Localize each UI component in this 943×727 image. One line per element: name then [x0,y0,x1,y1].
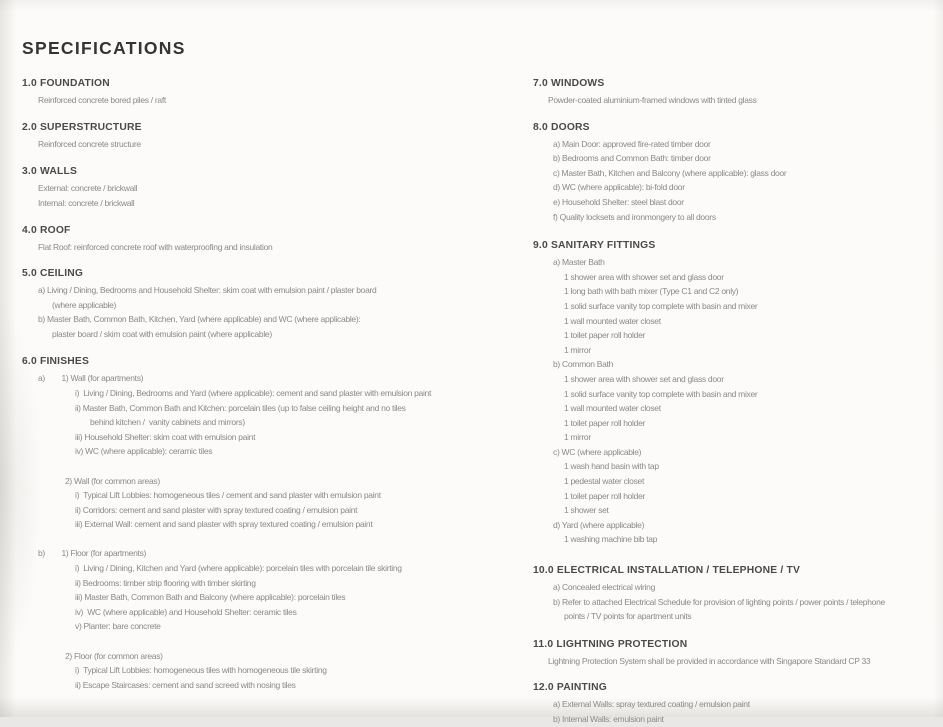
spec-line: Reinforced concrete bored piles / raft [38,95,166,105]
spec-line: v) Planter: bare concrete [75,621,161,632]
spec-line: 1 solid surface vanity top complete with basin and mixer [564,300,758,311]
right-column [533,70,937,727]
spec-line: ii) Corridors: cement and sand plaster with spray textured coating / emulsion paint [75,504,358,515]
spec-line: iv) WC (where applicable): ceramic tiles [75,446,213,457]
section-heading: 4.0 ROOF [22,225,71,237]
section-heading: 5.0 CEILING [22,267,84,279]
spec-line: External: concrete / brickwall [38,183,138,194]
spec-line: Powder-coated aluminium-framed windows with tinted glass [548,95,757,105]
spec-line: 1 long bath with bath mixer (Type C1 and C2 only) [564,286,739,297]
section-heading: 9.0 SANITARY FITTINGS [533,240,656,252]
spec-line: d) WC (where applicable): bi-fold door [553,182,685,193]
spec-section [533,77,937,108]
spec-line: a) Concealed electrical wiring [553,582,656,593]
spec-line: c) Master Bath, Kitchen and Balcony (where applicable): glass door [553,167,787,178]
spec-line: 1 washing machine bib tap [564,534,658,545]
spec-line: a) Main Door: approved fire-rated timber door [553,138,711,149]
spacer-line [22,634,522,649]
spec-section [22,121,522,152]
spec-line: 1 toilet paper roll holder [564,417,646,428]
spec-line: iii) Master Bath, Common Bath and Balcony (where applicable): porcelain tiles [75,592,346,603]
spec-section [22,355,522,692]
spec-line: 1 shower area with shower set and glass door [564,373,724,384]
section-heading: 1.0 FOUNDATION [22,78,110,89]
spec-line: b) Internal Walls: emulsion paint [553,714,664,724]
spec-line: a) Living / Dining, Bedrooms and Household Shelter: skim coat with emulsion paint / plaster board [38,284,377,295]
spacer-line [22,532,522,547]
spec-section [22,77,522,108]
section-heading: 10.0 ELECTRICAL INSTALLATION / TELEPHONE / TV [533,565,801,577]
spec-line: 1 shower set [564,505,609,516]
spec-line: b) Master Bath, Common Bath, Kitchen, Yard (where applicable) and WC (where applicable): [38,314,361,325]
spec-line: 1 wash hand basin with tap [564,461,659,472]
spec-line: 1 toilet paper roll holder [564,330,646,341]
spec-section [22,224,522,255]
spec-line: 1 mirror [564,432,591,443]
spec-line: iii) External Wall: cement and sand plaster with spray textured coating / emulsion paint [75,519,373,530]
spec-line: 2) Wall (for common areas) [65,475,160,486]
spec-line: Lightning Protection System shall be provided in accordance with Singapore Standard CP 33 [548,655,871,666]
spec-line: a) Master Bath [553,257,605,268]
spec-line: iv) WC (where applicable) and Household Shelter: ceramic tiles [75,606,297,617]
spec-line: b) 1) Floor (for apartments) [38,548,147,559]
section-heading: 8.0 DOORS [533,121,590,133]
spec-line: i) Typical Lift Lobbies: homogeneous tiles / cement and sand plaster with emulsion paint [75,490,381,501]
section-heading: 6.0 FINISHES [22,356,90,368]
spec-line: Internal: concrete / brickwall [38,197,135,208]
spec-line: 2) Floor (for common areas) [65,650,163,661]
spec-line: ii) Escape Staircases: cement and sand screed with nosing tiles [75,679,296,690]
spec-line: b) Common Bath [553,359,614,370]
spec-line: Reinforced concrete structure [38,138,141,149]
spec-section [22,267,522,341]
spec-line: 1 wall mounted water closet [564,315,661,326]
spec-line: a) 1) Wall (for apartments) [38,373,144,384]
spec-line: 1 pedestal water closet [564,476,645,487]
spec-line: 1 wall mounted water closet [564,403,661,414]
spec-line: ii) Master Bath, Common Bath and Kitchen: porcelain tiles (up to false ceiling height and no tiles [75,402,406,413]
spec-line: 1 shower area with shower set and glass door [564,271,724,282]
left-column [22,70,522,692]
spec-line: f) Quality locksets and ironmongery to all doors [553,211,716,222]
spec-section [533,638,937,669]
spec-line: points / TV points for apartment units [564,611,692,622]
section-heading: 7.0 WINDOWS [533,78,605,89]
page-title: SPECIFICATIONS [22,38,186,58]
spec-line: (where applicable) [52,299,117,310]
spec-section [533,239,937,547]
spec-line: i) Living / Dining, Bedrooms and Yard (where applicable): cement and sand plaster with emulsion paint [75,387,432,398]
spec-line: plaster board / skim coat with emulsion paint (where applicable) [52,328,272,339]
spec-line: i) Living / Dining, Kitchen and Yard (where applicable): porcelain tiles with porcelain tile skirting [75,563,402,574]
spec-line: a) External Walls: spray textured coating / emulsion paint [553,699,750,710]
spec-section [22,165,522,210]
section-heading: 12.0 PAINTING [533,682,607,694]
spec-line: 1 solid surface vanity top complete with basin and mixer [564,388,758,399]
spec-line: b) Bedrooms and Common Bath: timber door [553,153,711,164]
spec-line: Flat Roof: reinforced concrete roof with waterproofing and insulation [38,242,273,253]
spec-line: ii) Bedrooms: timber strip flooring with timber skirting [75,577,256,588]
spec-line: e) Household Shelter: steel blast door [553,196,684,207]
section-heading: 2.0 SUPERSTRUCTURE [22,121,142,133]
spec-line: behind kitchen / vanity cabinets and mirrors) [90,417,245,428]
spec-section [533,564,937,624]
spec-section [533,121,937,225]
section-heading: 3.0 WALLS [22,166,78,178]
spec-line: b) Refer to attached Electrical Schedule for provision of lighting points / power points / telephone [553,596,885,607]
spec-line: i) Typical Lift Lobbies: homogeneous tiles with homogeneous tile skirting [75,665,327,676]
spec-line: d) Yard (where applicable) [553,519,645,530]
spacer-line [22,459,522,474]
spec-line: c) WC (where applicable) [553,446,642,457]
spec-line: iii) Household Shelter: skim coat with emulsion paint [75,431,256,442]
spec-line: 1 toilet paper roll holder [564,490,646,501]
spec-section [533,681,937,726]
spec-line: 1 mirror [564,344,591,355]
section-heading: 11.0 LIGHTNING PROTECTION [533,638,688,650]
